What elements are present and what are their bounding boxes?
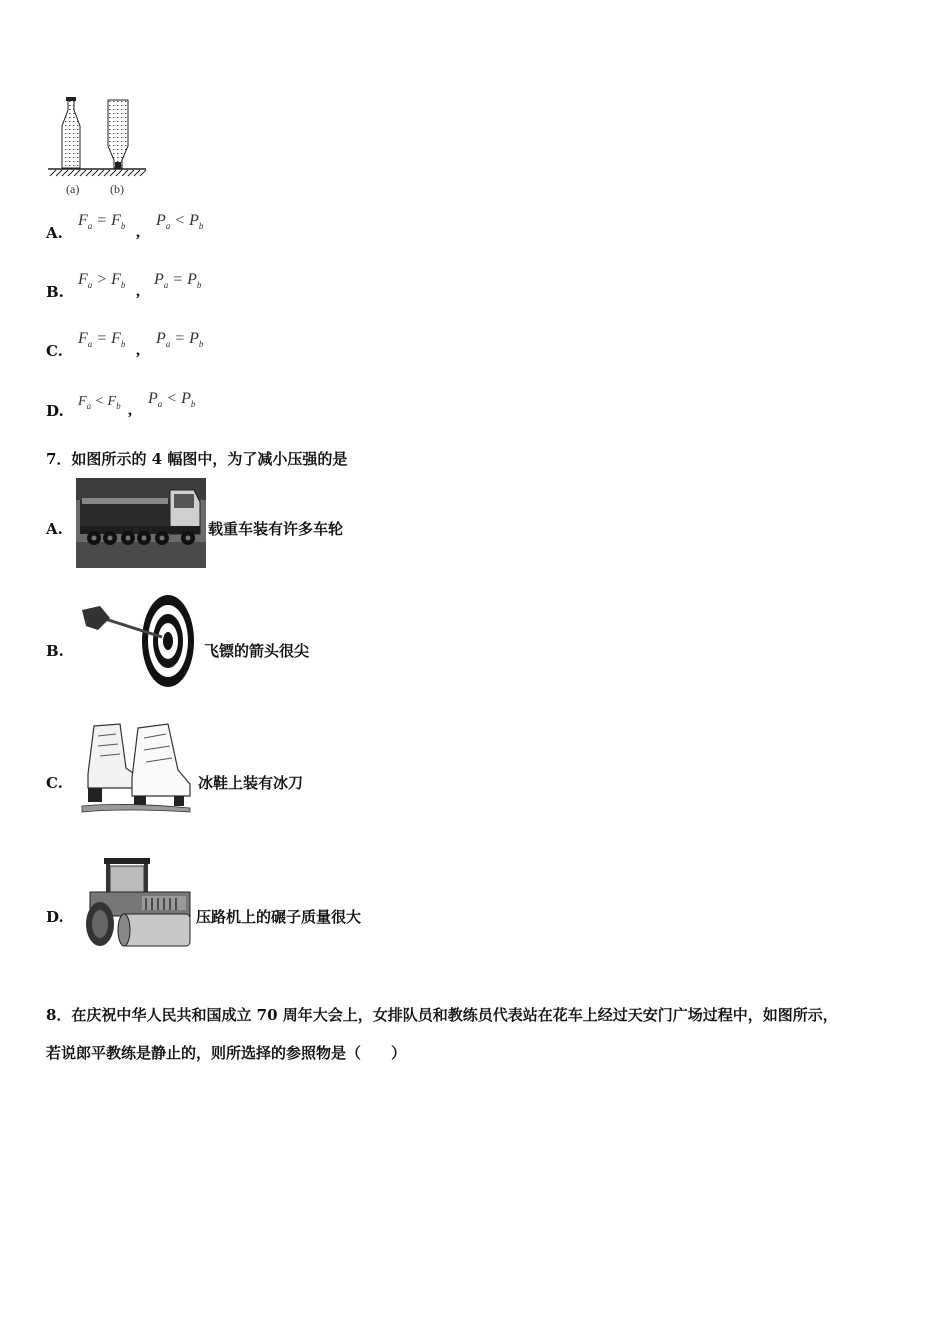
q7-option-c[interactable] (46, 718, 346, 824)
force-relation: $F_a < F_b$ (78, 394, 121, 411)
q7-option-b[interactable] (46, 592, 346, 692)
q6-option-b[interactable] (46, 271, 286, 303)
bottle-b-label: (b) (110, 182, 124, 196)
pressure-relation: $P_a = P_b$ (154, 271, 202, 291)
q6-option-c[interactable] (46, 330, 286, 362)
pressure-relation: $P_a < P_b$ (148, 390, 196, 410)
option-letter: D. (46, 908, 64, 926)
pressure-relation: $P_a < P_b$ (156, 212, 204, 232)
q8-stem-line1: 8．在庆祝中华人民共和国成立 70 周年大会上，女排队员和教练员代表站在花车上经过天安门广场过程中，如图所示， (46, 1006, 838, 1024)
option-caption: 飞镖的箭头很尖 (204, 642, 310, 660)
bottles-diagram (44, 96, 154, 182)
ice-skate (76, 718, 196, 822)
q7-option-a[interactable] (46, 478, 386, 570)
q8-stem-line2: 若说郎平教练是静止的，则所选择的参照物是（ ） (46, 1044, 407, 1062)
option-letter: C. (46, 774, 63, 792)
separator: , (136, 224, 140, 241)
bottle-a-label: (a) (66, 182, 80, 196)
option-letter: C. (46, 342, 63, 360)
pressure-relation: $P_a = P_b$ (156, 330, 204, 350)
option-caption: 冰鞋上装有冰刀 (198, 774, 304, 792)
q6-option-a[interactable] (46, 212, 286, 244)
q7-stem: 7．如图所示的 4 幅图中，为了减小压强的是 (46, 450, 348, 468)
separator: , (136, 342, 140, 359)
option-letter: A. (46, 520, 63, 538)
truck-photo (76, 478, 206, 568)
option-letter: A. (46, 224, 63, 242)
dart-target (76, 592, 204, 690)
road-roller (82, 856, 196, 950)
force-relation: $F_a = F_b$ (78, 330, 126, 350)
option-letter: B. (46, 283, 64, 301)
separator: , (128, 402, 132, 419)
bottles-figure (44, 96, 154, 202)
separator: , (136, 283, 140, 300)
q7-option-d[interactable] (46, 856, 406, 952)
option-letter: B. (46, 642, 64, 660)
option-caption: 载重车装有许多车轮 (208, 520, 344, 538)
option-letter: D. (46, 402, 64, 420)
force-relation: $F_a = F_b$ (78, 212, 126, 232)
option-caption: 压路机上的碾子质量很大 (196, 908, 362, 926)
q6-option-d[interactable] (46, 390, 286, 422)
force-relation: $F_a > F_b$ (78, 271, 126, 291)
